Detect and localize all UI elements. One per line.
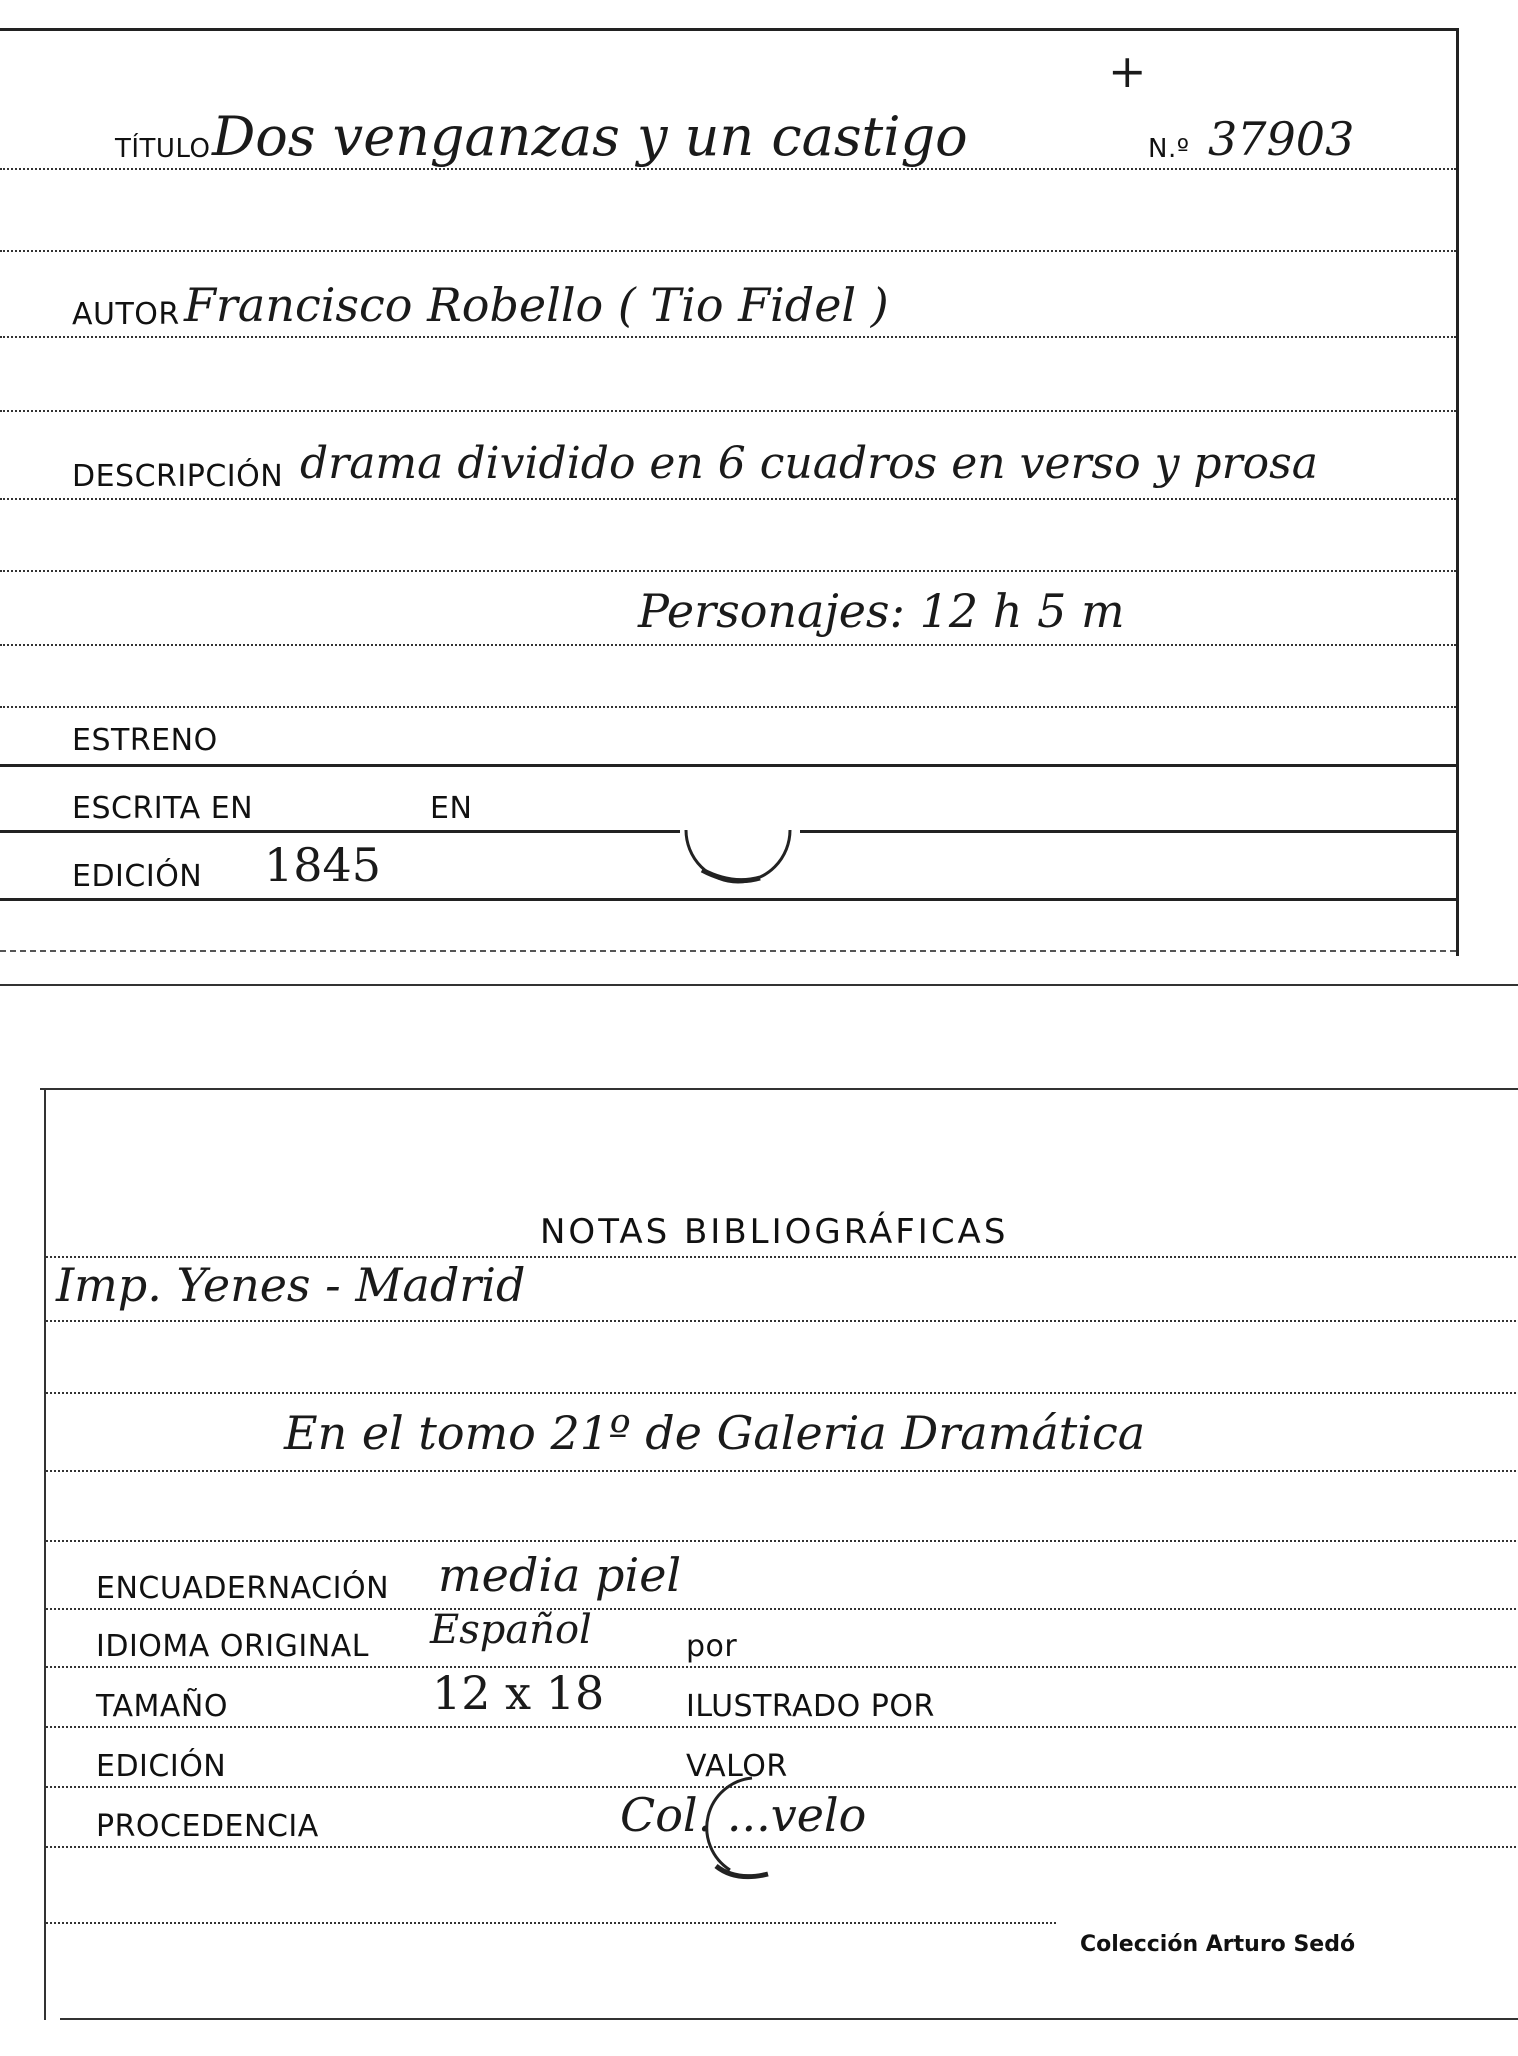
card-bottom-border xyxy=(0,950,1456,952)
card-right-border xyxy=(1456,28,1459,956)
autor-label: AUTOR xyxy=(72,297,180,332)
rule-line xyxy=(0,644,1456,646)
solid-line xyxy=(0,764,1456,767)
en-label: EN xyxy=(430,791,473,826)
titulo-label: TÍTULO xyxy=(115,134,211,164)
ilustrado-label: ILUSTRADO POR xyxy=(686,1689,935,1724)
encuadernacion-value: media piel xyxy=(438,1548,682,1602)
rule-line xyxy=(46,1320,1516,1322)
tamano-label: TAMAÑO xyxy=(96,1689,228,1724)
tamano-value: 12 x 18 xyxy=(432,1666,605,1720)
rule-line xyxy=(46,1666,1516,1668)
punch-hole xyxy=(690,1770,820,1890)
solid-line xyxy=(0,830,680,833)
numero-value: 37903 xyxy=(1208,112,1355,166)
rule-line xyxy=(0,498,1456,500)
rule-line xyxy=(0,336,1456,338)
escrita-en-label: ESCRITA EN xyxy=(72,791,254,826)
autor-value: Francisco Robello ( Tio Fidel ) xyxy=(184,278,889,332)
card-bottom-border xyxy=(60,2018,1518,2020)
procedencia-label: PROCEDENCIA xyxy=(96,1809,319,1844)
rule-line xyxy=(0,410,1456,412)
numero-label: N.º xyxy=(1148,134,1190,164)
edicion-label-2: EDICIÓN xyxy=(96,1749,227,1784)
titulo-value: Dos venganzas y un castigo xyxy=(212,105,968,168)
rule-line xyxy=(46,1392,1516,1394)
rule-line xyxy=(0,168,1456,170)
rule-line xyxy=(46,1608,1516,1610)
card-left-border xyxy=(44,1090,46,2020)
note-line-2: En el tomo 21º de Galeria Dramática xyxy=(284,1406,1146,1460)
rule-line xyxy=(46,1540,1516,1542)
valor-label: VALOR xyxy=(686,1749,788,1784)
punch-hole xyxy=(672,786,812,896)
rule-line xyxy=(46,1726,1516,1728)
edicion-label: EDICIÓN xyxy=(72,859,203,894)
note-line-1: Imp. Yenes - Madrid xyxy=(56,1258,526,1312)
personajes-value: Personajes: 12 h 5 m xyxy=(638,584,1125,638)
estreno-label: ESTRENO xyxy=(72,723,218,758)
solid-line xyxy=(800,830,1456,833)
rule-line xyxy=(46,1470,1516,1472)
rule-line xyxy=(46,1922,1056,1924)
edicion-value: 1845 xyxy=(264,838,382,892)
card-top-border xyxy=(0,28,1458,31)
solid-line xyxy=(0,898,1456,901)
page-separator xyxy=(0,984,1518,986)
collection-footer: Colección Arturo Sedó xyxy=(1080,1932,1356,1957)
por-label: por xyxy=(686,1629,738,1664)
idioma-value: Español xyxy=(430,1607,592,1653)
cross-mark: + xyxy=(1108,44,1147,98)
rule-line xyxy=(0,570,1456,572)
notas-heading: NOTAS BIBLIOGRÁFICAS xyxy=(540,1212,1009,1252)
procedencia-value: Col. ...velo xyxy=(620,1788,867,1842)
descripcion-label: DESCRIPCIÓN xyxy=(72,459,284,494)
rule-line xyxy=(0,706,1456,708)
descripcion-value: drama dividido en 6 cuadros en verso y prosa xyxy=(300,438,1318,489)
idioma-label: IDIOMA ORIGINAL xyxy=(96,1629,369,1664)
encuadernacion-label: ENCUADERNACIÓN xyxy=(96,1571,390,1606)
card-top-border xyxy=(40,1088,1518,1090)
rule-line xyxy=(0,250,1456,252)
